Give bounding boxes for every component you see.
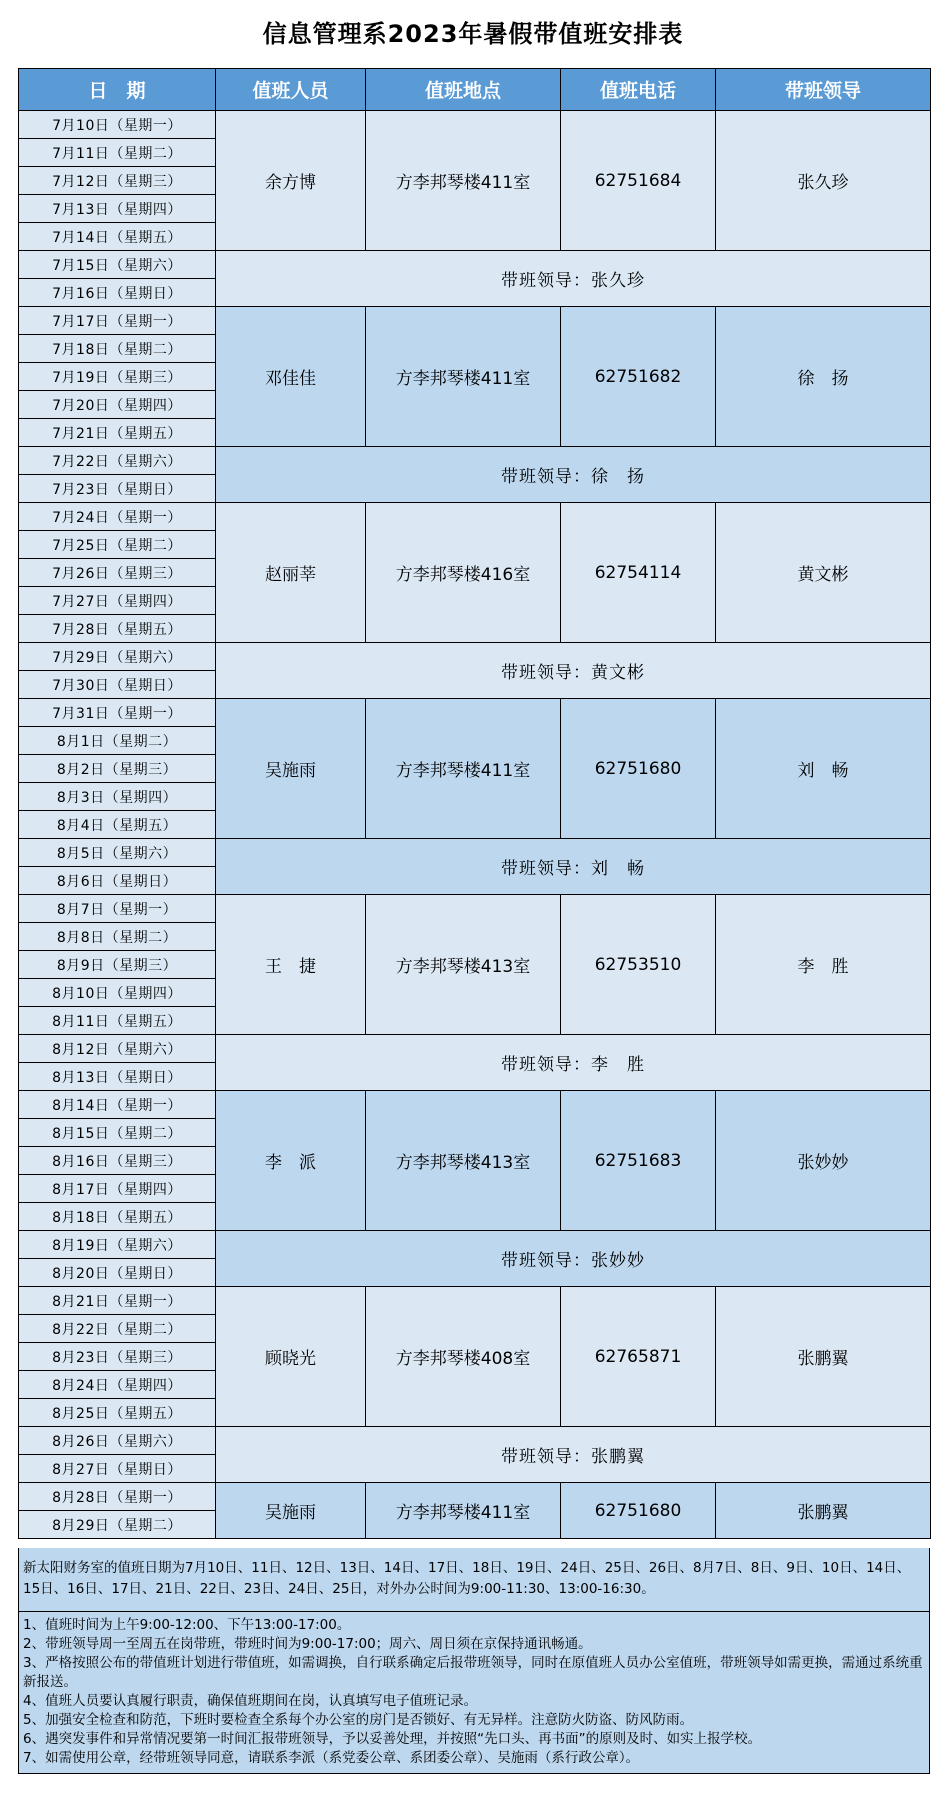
weekend-row	[19, 251, 931, 279]
weekend-leader-prefix: 带班领导：	[501, 1055, 591, 1075]
date-cell: 8月20日（星期日）	[19, 1259, 216, 1287]
header-date: 日 期	[19, 69, 216, 111]
date-cell: 7月21日（星期五）	[19, 419, 216, 447]
duty-person-cell: 李 派	[216, 1091, 366, 1231]
duty-phone-cell: 62751683	[561, 1091, 716, 1231]
date-cell: 7月11日（星期二）	[19, 139, 216, 167]
date-cell: 7月18日（星期二）	[19, 335, 216, 363]
date-cell: 8月15日（星期二）	[19, 1119, 216, 1147]
date-cell: 8月11日（星期五）	[19, 1007, 216, 1035]
date-cell: 7月25日（星期二）	[19, 531, 216, 559]
weekend-leader-name: 张妙妙	[591, 1251, 645, 1271]
duty-place-cell: 方李邦琴楼411室	[366, 699, 561, 839]
duty-person-cell: 顾晓光	[216, 1287, 366, 1427]
date-cell: 8月17日（星期四）	[19, 1175, 216, 1203]
duty-leader-cell: 张妙妙	[716, 1091, 931, 1231]
duty-phone-cell: 62753510	[561, 895, 716, 1035]
weekend-leader-prefix: 带班领导：	[501, 467, 591, 487]
schedule-body	[19, 111, 931, 1539]
header-person: 值班人员	[216, 69, 366, 111]
page-title: 信息管理系2023年暑假带值班安排表	[262, 20, 684, 48]
duty-person-cell: 王 捷	[216, 895, 366, 1035]
duty-phone-cell: 62751680	[561, 1483, 716, 1539]
finance-office-notice: 新太阳财务室的值班日期为7月10日、11日、12日、13日、14日、17日、18日、19日、24日、25日、26日、8月7日、8日、9日、10日、14日、15日、16日、17日、21日、22日、23日、24日、25日，对外办公时间为9:00-11:30、13:00-16:30。	[18, 1548, 930, 1612]
weekend-leader-name: 张鹏翼	[591, 1447, 645, 1467]
duty-rules	[18, 1612, 930, 1774]
table-row	[19, 1287, 931, 1315]
date-cell: 8月29日（星期二）	[19, 1511, 216, 1539]
duty-leader-cell: 徐 扬	[716, 307, 931, 447]
duty-phone-cell: 62751684	[561, 111, 716, 251]
date-cell: 7月10日（星期一）	[19, 111, 216, 139]
table-row	[19, 895, 931, 923]
date-cell: 8月10日（星期四）	[19, 979, 216, 1007]
weekend-row	[19, 1035, 931, 1063]
date-cell: 8月7日（星期一）	[19, 895, 216, 923]
duty-person-cell: 余方博	[216, 111, 366, 251]
date-cell: 7月22日（星期六）	[19, 447, 216, 475]
date-cell: 7月15日（星期六）	[19, 251, 216, 279]
duty-place-cell: 方李邦琴楼413室	[366, 895, 561, 1035]
table-row	[19, 699, 931, 727]
weekend-leader-cell	[216, 447, 931, 503]
weekend-leader-prefix: 带班领导：	[501, 663, 591, 683]
date-cell: 7月20日（星期四）	[19, 391, 216, 419]
weekend-leader-cell	[216, 251, 931, 307]
rule-item: 2、带班领导周一至周五在岗带班，带班时间为9:00-17:00；周六、周日须在京保持通讯畅通。	[23, 1636, 592, 1652]
weekend-leader-name: 李 胜	[591, 1055, 645, 1075]
duty-place-cell: 方李邦琴楼411室	[366, 111, 561, 251]
table-row	[19, 1483, 931, 1511]
date-cell: 8月14日（星期一）	[19, 1091, 216, 1119]
weekend-leader-cell	[216, 1035, 931, 1091]
date-cell: 8月12日（星期六）	[19, 1035, 216, 1063]
date-cell: 7月23日（星期日）	[19, 475, 216, 503]
duty-leader-cell: 李 胜	[716, 895, 931, 1035]
duty-leader-cell: 黄文彬	[716, 503, 931, 643]
duty-leader-cell: 刘 畅	[716, 699, 931, 839]
date-cell: 8月1日（星期二）	[19, 727, 216, 755]
weekend-leader-cell	[216, 1427, 931, 1483]
date-cell: 8月19日（星期六）	[19, 1231, 216, 1259]
date-cell: 8月2日（星期三）	[19, 755, 216, 783]
date-cell: 7月13日（星期四）	[19, 195, 216, 223]
date-cell: 8月8日（星期二）	[19, 923, 216, 951]
table-row	[19, 307, 931, 335]
rule-item: 7、如需使用公章，经带班领导同意，请联系李派（系党委公章、系团委公章）、吴施雨（系行政公章）。	[23, 1750, 640, 1766]
date-cell: 7月27日（星期四）	[19, 587, 216, 615]
duty-place-cell: 方李邦琴楼408室	[366, 1287, 561, 1427]
date-cell: 8月23日（星期三）	[19, 1343, 216, 1371]
date-cell: 8月16日（星期三）	[19, 1147, 216, 1175]
duty-phone-cell: 62765871	[561, 1287, 716, 1427]
date-cell: 8月26日（星期六）	[19, 1427, 216, 1455]
duty-phone-cell: 62751680	[561, 699, 716, 839]
date-cell: 7月30日（星期日）	[19, 671, 216, 699]
date-cell: 8月27日（星期日）	[19, 1455, 216, 1483]
date-cell: 8月22日（星期二）	[19, 1315, 216, 1343]
weekend-leader-name: 刘 畅	[591, 859, 645, 879]
date-cell: 8月4日（星期五）	[19, 811, 216, 839]
date-cell: 8月6日（星期日）	[19, 867, 216, 895]
duty-schedule-table	[18, 68, 931, 1539]
duty-place-cell: 方李邦琴楼411室	[366, 1483, 561, 1539]
rule-item: 1、值班时间为上午9:00-12:00、下午13:00-17:00。	[23, 1617, 351, 1633]
date-cell: 7月24日（星期一）	[19, 503, 216, 531]
date-cell: 8月24日（星期四）	[19, 1371, 216, 1399]
date-cell: 7月28日（星期五）	[19, 615, 216, 643]
duty-place-cell: 方李邦琴楼416室	[366, 503, 561, 643]
date-cell: 8月5日（星期六）	[19, 839, 216, 867]
weekend-leader-name: 徐 扬	[591, 467, 645, 487]
date-cell: 7月26日（星期三）	[19, 559, 216, 587]
date-cell: 8月28日（星期一）	[19, 1483, 216, 1511]
weekend-leader-prefix: 带班领导：	[501, 859, 591, 879]
date-cell: 8月25日（星期五）	[19, 1399, 216, 1427]
weekend-leader-prefix: 带班领导：	[501, 1447, 591, 1467]
weekend-leader-cell	[216, 643, 931, 699]
date-cell: 8月13日（星期日）	[19, 1063, 216, 1091]
date-cell: 8月18日（星期五）	[19, 1203, 216, 1231]
weekend-row	[19, 447, 931, 475]
date-cell: 8月9日（星期三）	[19, 951, 216, 979]
duty-person-cell: 邓佳佳	[216, 307, 366, 447]
weekend-leader-name: 张久珍	[591, 271, 645, 291]
table-row	[19, 111, 931, 139]
duty-person-cell: 吴施雨	[216, 1483, 366, 1539]
date-cell: 7月14日（星期五）	[19, 223, 216, 251]
weekend-row	[19, 1231, 931, 1259]
duty-leader-cell: 张鹏翼	[716, 1483, 931, 1539]
duty-phone-cell: 62751682	[561, 307, 716, 447]
rule-item: 6、遇突发事件和异常情况要第一时间汇报带班领导，予以妥善处理，并按照“先口头、再书面”的原则及时、如实上报学校。	[23, 1731, 762, 1747]
table-row	[19, 1091, 931, 1119]
rule-item: 5、加强安全检查和防范，下班时要检查全系每个办公室的房门是否锁好、有无异样。注意防火防盗、防风防雨。	[23, 1712, 694, 1728]
weekend-row	[19, 643, 931, 671]
date-cell: 7月12日（星期三）	[19, 167, 216, 195]
date-cell: 7月31日（星期一）	[19, 699, 216, 727]
header-place: 值班地点	[366, 69, 561, 111]
weekend-leader-prefix: 带班领导：	[501, 1251, 591, 1271]
weekend-leader-cell	[216, 1231, 931, 1287]
rule-item: 3、严格按照公布的带值班计划进行带值班，如需调换，自行联系确定后报带班领导，同时在原值班人员办公室值班，带班领导如需更换，需通过系统重新报送。	[23, 1655, 923, 1690]
duty-person-cell: 赵丽莘	[216, 503, 366, 643]
duty-person-cell: 吴施雨	[216, 699, 366, 839]
duty-leader-cell: 张鹏翼	[716, 1287, 931, 1427]
rule-item: 4、值班人员要认真履行职责，确保值班期间在岗，认真填写电子值班记录。	[23, 1693, 478, 1709]
duty-place-cell: 方李邦琴楼413室	[366, 1091, 561, 1231]
duty-leader-cell: 张久珍	[716, 111, 931, 251]
weekend-row	[19, 1427, 931, 1455]
date-cell: 7月29日（星期六）	[19, 643, 216, 671]
date-cell: 7月17日（星期一）	[19, 307, 216, 335]
weekend-row	[19, 839, 931, 867]
duty-place-cell: 方李邦琴楼411室	[366, 307, 561, 447]
table-row	[19, 503, 931, 531]
date-cell: 8月3日（星期四）	[19, 783, 216, 811]
date-cell: 7月16日（星期日）	[19, 279, 216, 307]
date-cell: 8月21日（星期一）	[19, 1287, 216, 1315]
weekend-leader-cell	[216, 839, 931, 895]
weekend-leader-name: 黄文彬	[591, 663, 645, 683]
table-header-row	[19, 69, 931, 111]
date-cell: 7月19日（星期三）	[19, 363, 216, 391]
header-phone: 值班电话	[561, 69, 716, 111]
duty-phone-cell: 62754114	[561, 503, 716, 643]
weekend-leader-prefix: 带班领导：	[501, 271, 591, 291]
header-leader: 带班领导	[716, 69, 931, 111]
